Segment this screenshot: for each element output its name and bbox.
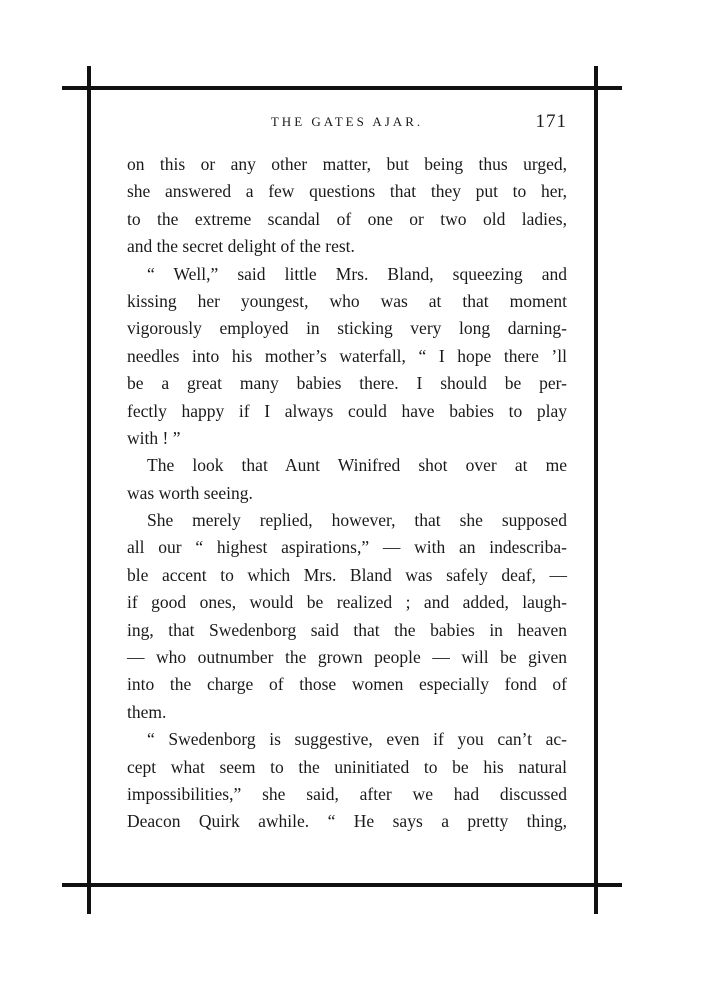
text-line: ing, that Swedenborg said that the babies in heaven: [127, 619, 567, 640]
page-number: 171: [535, 111, 567, 132]
text-line: be a great many babies there. I should be per-: [127, 373, 567, 394]
text-line: impossibilities,” she said, after we had discussed: [127, 783, 567, 804]
text-line: — who outnumber the grown people — will be given: [127, 647, 567, 668]
text-line: vigorously employed in sticking very long darning-: [127, 318, 567, 339]
text-line: She merely replied, however, that she supposed: [147, 510, 567, 531]
text-line: “ Swedenborg is suggestive, even if you can’t ac-: [147, 729, 567, 750]
text-line: kissing her youngest, who was at that moment: [127, 290, 567, 311]
text-line: them.: [127, 701, 167, 722]
text-line: Deacon Quirk awhile. “ He says a pretty thing,: [127, 811, 567, 832]
text-line: fectly happy if I always could have babies to play: [127, 400, 567, 421]
body-text: [127, 151, 567, 836]
frame-rule-top: [62, 86, 622, 90]
text-line: cept what seem to the uninitiated to be his natural: [127, 756, 567, 777]
text-line: to the extreme scandal of one or two old ladies,: [127, 208, 567, 229]
text-line: all our “ highest aspirations,” — with an indescriba-: [127, 537, 567, 558]
text-line: “ Well,” said little Mrs. Bland, squeezing and: [147, 263, 567, 284]
text-line: into the charge of those women especially fond of: [127, 674, 567, 695]
running-head-title: THE GATES AJAR.: [270, 114, 424, 129]
text-line: with ! ”: [127, 427, 181, 448]
text-line: ble accent to which Mrs. Bland was safely deaf, —: [127, 564, 567, 585]
frame-rule-bottom: [62, 883, 622, 887]
text-line: if good ones, would be realized ; and added, laugh-: [127, 592, 567, 613]
frame-rule-right: [594, 66, 598, 914]
text-line: and the secret delight of the rest.: [127, 236, 355, 257]
text-line: was worth seeing.: [127, 482, 253, 503]
text-line: she answered a few questions that they put to her,: [127, 181, 567, 202]
text-line: on this or any other matter, but being thus urged,: [127, 154, 567, 174]
text-line: needles into his mother’s waterfall, “ I hope there ’ll: [127, 345, 567, 366]
running-head: [127, 112, 567, 134]
frame-rule-left: [87, 66, 91, 914]
text-line: The look that Aunt Winifred shot over at me: [147, 455, 567, 476]
